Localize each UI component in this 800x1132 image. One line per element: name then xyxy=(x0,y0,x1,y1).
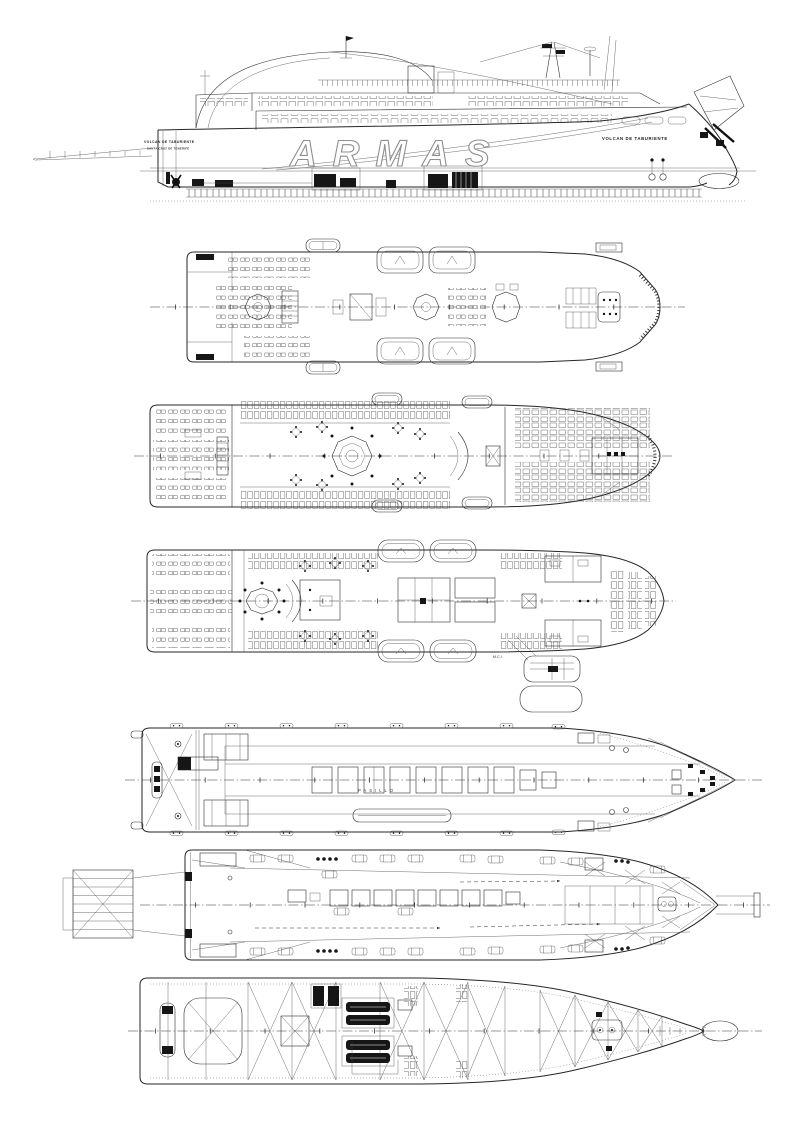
rescue-craft-label: M.C.I. xyxy=(493,655,503,659)
bow-vessel-name: VOLCAN DE TABURIENTE xyxy=(602,136,668,141)
upper-passenger-deck-plan xyxy=(134,393,672,512)
stern-vessel-name: VOLCAN DE TABURIENTE xyxy=(144,140,195,144)
bridge-deck-plan xyxy=(150,239,685,374)
side-profile-view xyxy=(33,36,756,201)
main-passenger-deck-plan xyxy=(131,540,676,712)
superstructure-profile xyxy=(196,52,687,130)
upper-vehicle-deck-plan xyxy=(125,724,762,836)
corridor-label: PASILLO xyxy=(358,788,397,793)
stern-spar xyxy=(33,148,152,160)
main-vehicle-deck-plan xyxy=(63,850,770,960)
brand-lettering: ARMAS xyxy=(290,133,506,174)
stern-ramp xyxy=(63,870,185,938)
tank-top-deck-plan xyxy=(128,978,762,1084)
stern-home-port: SANTA CRUZ DE TENERIFE xyxy=(147,147,190,151)
baseline-ticks xyxy=(150,189,745,201)
